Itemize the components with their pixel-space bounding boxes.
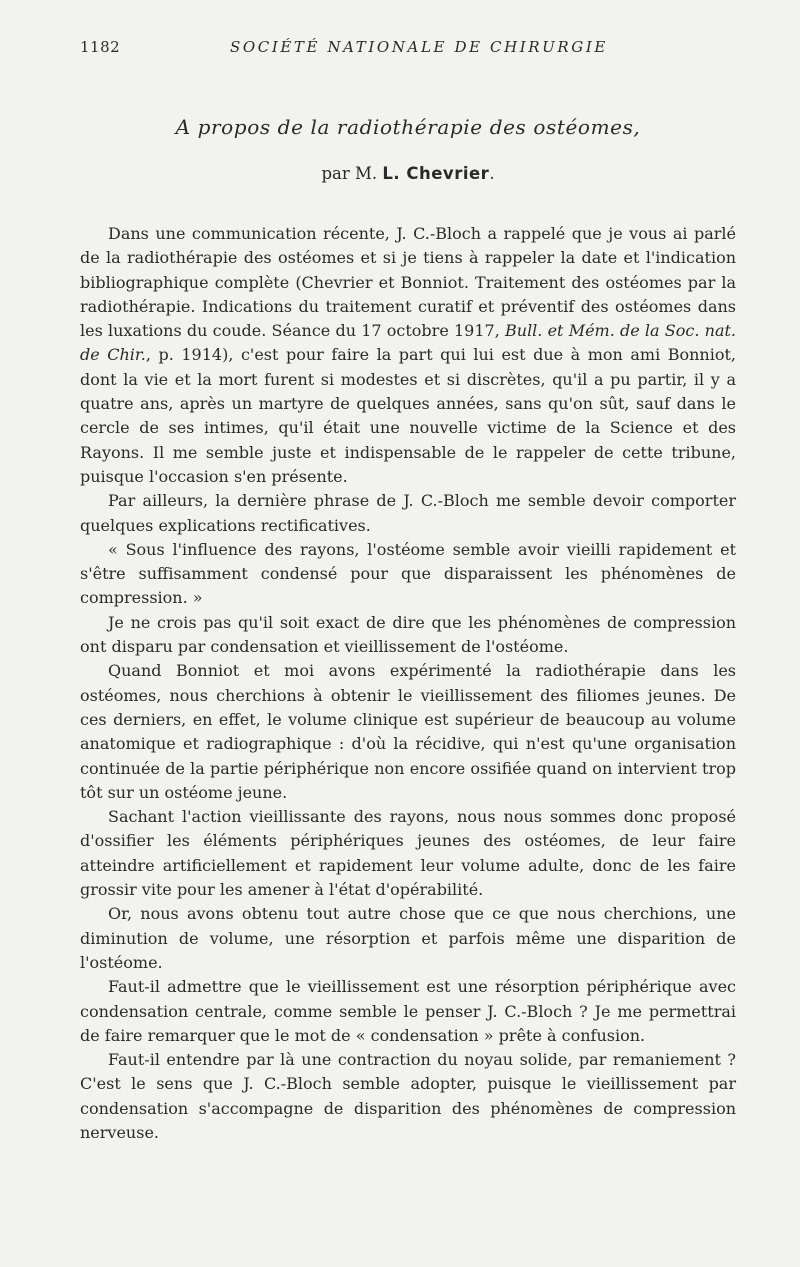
journal-title: SOCIÉTÉ NATIONALE DE CHIRURGIE [230, 38, 608, 56]
page-number: 1182 [80, 38, 121, 56]
byline-suffix: . [489, 164, 495, 183]
paragraph-1-text-b: , p. 1914), c'est pour faire la part qui lui est due à mon ami Bonniot, dont la vie et la mort furent si modestes et si discrètes, qu'il a pu partir, il y a quatre ans, après un martyre de quelques années, sans qu'on sût, sauf dans le cercle de ses intimes, qu'il était une nouvelle victime de la Science et des Rayons. Il me semble juste et indispensable de le rappeler de cette tribune, puisque l'occasion s'en présente. [80, 345, 737, 486]
paragraph-6: Sachant l'action vieillissante des rayons, nous nous sommes donc proposé d'ossifier les éléments périphériques jeunes des ostéomes, de leur faire atteindre artificiellement et rapidement leur volume adulte, donc de les faire grossir vite pour les amener à l'état d'opérabilité. [80, 807, 736, 900]
paragraph-8: Faut-il admettre que le vieillissement est une résorption périphérique avec condensation centrale, comme semble le penser J. C.-Bloch ? Je me permettrai de faire remarquer que le mot de « condensation » prête à confusion. [80, 977, 736, 1045]
citation-journal: Bull. et Mém. de la Soc. nat. de Chir. [80, 321, 736, 365]
author-name: L. Chevrier [382, 164, 490, 183]
paragraph-7: Or, nous avons obtenu tout autre chose que ce que nous cherchions, une diminution de volume, une résorption et parfois même une disparition de l'ostéome. [80, 904, 736, 972]
paragraph-3-quotation: « Sous l'influence des rayons, l'ostéome semble avoir vieilli rapidement et s'être suffisamment condensé pour que disparaissent les phénomènes de compression. » [80, 539, 736, 608]
paragraph-1-text-a: Dans une communication récente, J. C.-Bloch a rappelé que je vous ai parlé de la radiothérapie des ostéomes et si je tiens à rappeler la date et l'indication bibliographique complète (Chevrier et Bonniot. Traitement des ostéomes par la radiothérapie. Indications du traitement curatif et préventif des ostéomes dans les luxations du coude. Séance du 17 octobre 1917, [80, 224, 736, 341]
running-head [80, 38, 736, 58]
paragraph-9: Faut-il entendre par là une contraction du noyau solide, par remaniement ? C'est le sens que J. C.-Bloch semble adopter, puisque le vieillissement par condensation s'accompagne de disparition des phénomènes de compression nerveuse. [80, 1050, 736, 1142]
paragraph-4: Je ne crois pas qu'il soit exact de dire que les phénomènes de compression ont disparu par condensation et vieillissement de l'ostéome. [80, 612, 736, 657]
article-title: A propos de la radiothérapie des ostéomes, [175, 115, 641, 139]
paragraph-5: Quand Bonniot et moi avons expérimenté la radiothérapie dans les ostéomes, nous cherchions à obtenir le vieillissement des filiomes jeunes. De ces derniers, en effet, le volume clinique est supérieur de beaucoup au volume anatomique et radiographique : d'où la récidive, qui n'est qu'une organisation continuée de la partie périphérique non encore ossifiée quand on intervient trop tôt sur un ostéome jeune. [80, 661, 736, 802]
byline-prefix: par M. [321, 164, 383, 183]
article-body [80, 222, 736, 1145]
byline [80, 164, 736, 183]
paragraph-1 [80, 222, 736, 489]
paragraph-2: Par ailleurs, la dernière phrase de J. C.-Bloch me semble devoir comporter quelques explications rectificatives. [80, 491, 736, 535]
